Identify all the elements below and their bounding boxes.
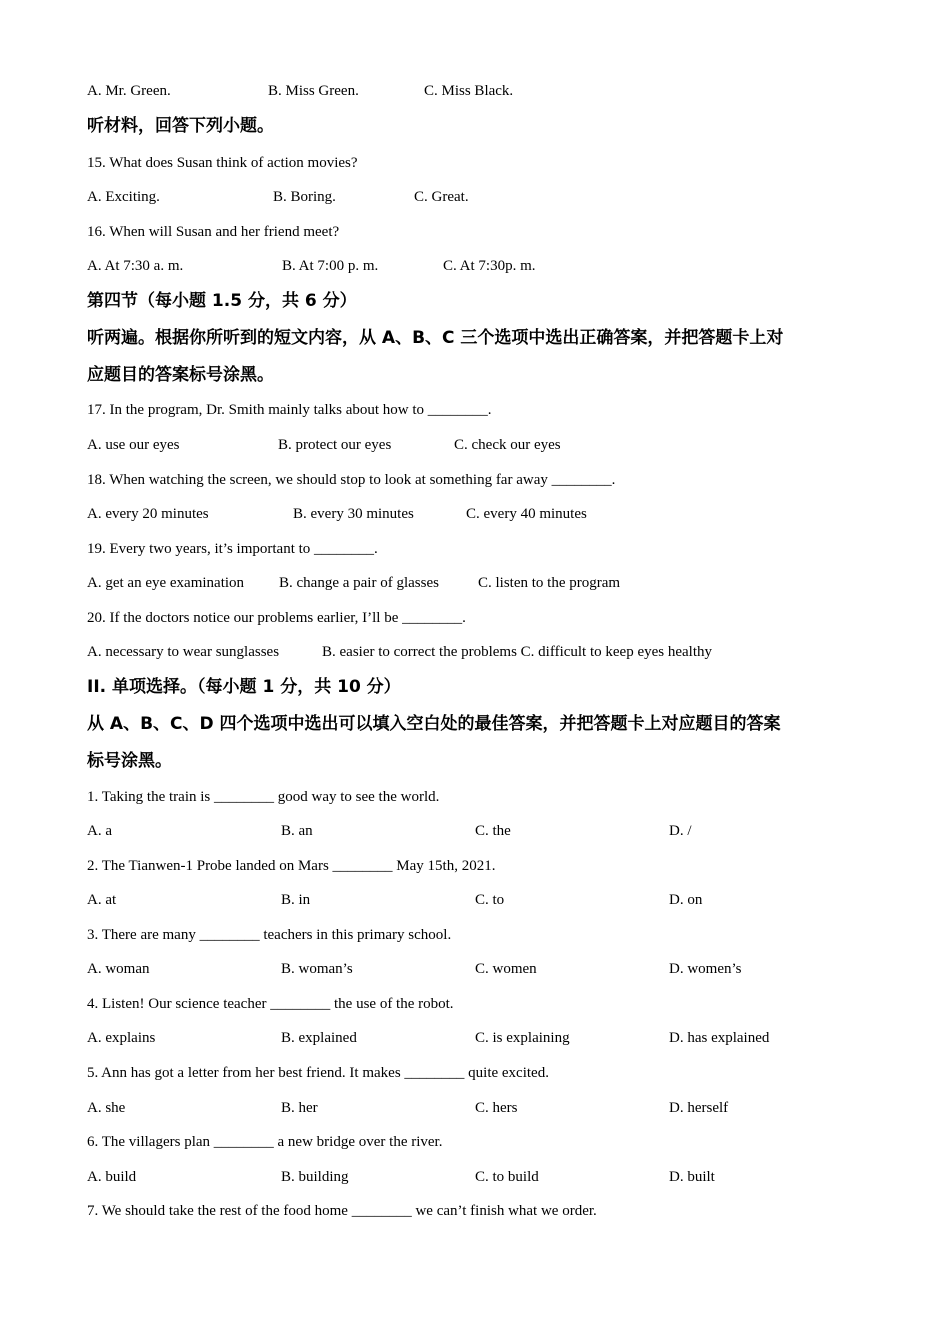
mc1-stem: 1. Taking the train is ________ good way to see the world.: [87, 789, 440, 805]
q15-option-c: C. Great.: [414, 189, 469, 205]
q16-stem: 16. When will Susan and her friend meet?: [87, 224, 340, 240]
mc5-option-b: B. her: [281, 1100, 318, 1116]
listen-heading: 听材料，回答下列小题。: [87, 116, 274, 136]
mc3-option-c: C. women: [475, 961, 537, 977]
mc1-option-a: A. a: [87, 823, 112, 839]
mc4-option-d: D. has explained: [669, 1030, 770, 1046]
mc6-option-b: B. building: [281, 1169, 349, 1185]
q20-option-b-c: B. easier to correct the problems C. difficult to keep eyes healthy: [322, 644, 713, 660]
q14-option-a: A. Mr. Green.: [87, 83, 171, 99]
q14-option-c: C. Miss Black.: [424, 83, 514, 99]
mc6-option-a: A. build: [87, 1169, 137, 1185]
q19-option-b: B. change a pair of glasses: [279, 575, 439, 591]
part2-instruction-line1: 从 A、B、C、D 四个选项中选出可以填入空白处的最佳答案，并把答题卡上对应题目的答案: [87, 714, 781, 734]
q17-option-a: A. use our eyes: [87, 437, 180, 453]
section4-instruction-line2: 应题目的答案标号涂黑。: [87, 365, 274, 385]
mc7-stem: 7. We should take the rest of the food home ________ we can’t finish what we order.: [87, 1203, 597, 1219]
q17-option-c: C. check our eyes: [454, 437, 561, 453]
mc1-option-c: C. the: [475, 823, 511, 839]
q18-option-b: B. every 30 minutes: [293, 506, 414, 522]
q18-option-a: A. every 20 minutes: [87, 506, 209, 522]
section4-title: 第四节（每小题 1.5 分，共 6 分）: [87, 291, 357, 311]
q16-option-c: C. At 7:30p. m.: [443, 258, 536, 274]
mc6-option-d: D. built: [669, 1169, 715, 1185]
q18-stem: 18. When watching the screen, we should stop to look at something far away ________.: [87, 472, 616, 488]
q19-option-c: C. listen to the program: [478, 575, 621, 591]
q18-option-c: C. every 40 minutes: [466, 506, 587, 522]
mc2-option-a: A. at: [87, 892, 117, 908]
mc4-stem: 4. Listen! Our science teacher ________ the use of the robot.: [87, 996, 454, 1012]
mc4-option-a: A. explains: [87, 1030, 156, 1046]
q20-stem: 20. If the doctors notice our problems earlier, I’ll be ________.: [87, 610, 466, 626]
mc2-option-c: C. to: [475, 892, 505, 908]
q16-option-b: B. At 7:00 p. m.: [282, 258, 379, 274]
q16-option-a: A. At 7:30 a. m.: [87, 258, 184, 274]
mc5-option-a: A. she: [87, 1100, 126, 1116]
q14-option-b: B. Miss Green.: [268, 83, 359, 99]
q19-option-a: A. get an eye examination: [87, 575, 245, 591]
q15-option-b: B. Boring.: [273, 189, 336, 205]
mc3-option-d: D. women’s: [669, 961, 742, 977]
q17-stem: 17. In the program, Dr. Smith mainly talks about how to ________.: [87, 402, 492, 418]
mc5-option-c: C. hers: [475, 1100, 518, 1116]
mc3-stem: 3. There are many ________ teachers in this primary school.: [87, 927, 452, 943]
mc4-option-b: B. explained: [281, 1030, 357, 1046]
mc6-option-c: C. to build: [475, 1169, 539, 1185]
mc1-option-d: D. /: [669, 823, 692, 839]
part2-instruction-line2: 标号涂黑。: [87, 751, 172, 771]
q17-option-b: B. protect our eyes: [278, 437, 392, 453]
mc6-stem: 6. The villagers plan ________ a new bridge over the river.: [87, 1134, 443, 1150]
mc2-option-b: B. in: [281, 892, 311, 908]
q15-option-a: A. Exciting.: [87, 189, 160, 205]
mc1-option-b: B. an: [281, 823, 313, 839]
mc5-stem: 5. Ann has got a letter from her best friend. It makes ________ quite excited.: [87, 1065, 549, 1081]
q15-stem: 15. What does Susan think of action movies?: [87, 155, 358, 171]
mc2-option-d: D. on: [669, 892, 703, 908]
q20-option-a: A. necessary to wear sunglasses: [87, 644, 280, 660]
q19-stem: 19. Every two years, it’s important to ________.: [87, 541, 378, 557]
section4-instruction-line1: 听两遍。根据你所听到的短文内容，从 A、B、C 三个选项中选出正确答案，并把答题卡上对: [87, 328, 784, 348]
mc2-stem: 2. The Tianwen-1 Probe landed on Mars ________ May 15th, 2021.: [87, 858, 496, 874]
mc3-option-a: A. woman: [87, 961, 150, 977]
part2-title: II. 单项选择。（每小题 1 分，共 10 分）: [87, 677, 401, 697]
mc3-option-b: B. woman’s: [281, 961, 353, 977]
mc5-option-d: D. herself: [669, 1100, 729, 1116]
mc4-option-c: C. is explaining: [475, 1030, 570, 1046]
